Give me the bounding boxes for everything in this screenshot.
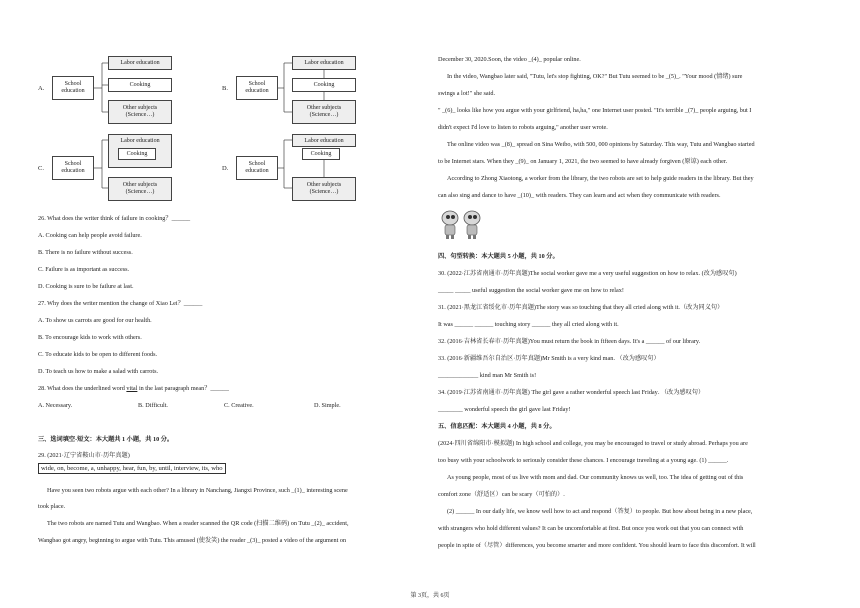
passage-line: too busy with your schoolwork to seriously consider these chances. I encourage traveling at a young age. (1) ______.: [438, 457, 729, 464]
word-bank: wide, on, become, a, unhappy, hear, fun, by, until, interview, its, who: [38, 463, 226, 474]
passage-line: with strangers who hold different values? It can be uncomfortable at first. But once you work out that you can connect with: [438, 525, 744, 532]
option-28b: B. Difficult.: [138, 402, 168, 409]
question-26: 26. What does the writer think of failure in cooking？______: [38, 215, 191, 222]
option-28a: A. Necessary.: [38, 402, 73, 409]
option-label: C.: [38, 165, 44, 172]
passage-line: Wangbao got angry, beginning to argue with Tutu. This amused (使发笑) the reader _(3)_ posted a video of the argument on: [38, 537, 347, 544]
other-subjects-box: Other subjects (Science…): [292, 177, 356, 201]
passage-line: According to Zhong Xiaotong, a worker from the library, the two robots are set to help guide readers in the library. But they: [447, 175, 754, 182]
option-27a: A. To show us carrots are good for our health.: [38, 317, 152, 324]
cooking-box: Cooking: [292, 78, 356, 92]
passage-line: didn't expect I'd love to listen to robots arguing," another user wrote.: [438, 124, 608, 131]
passage-line: (2) ______ In our daily life, we know well how to act and respond（答复）to people. But how about being in a new place,: [447, 508, 753, 515]
section-4-heading: 四、句型转换：本大题共 5 小题，共 10 分。: [438, 253, 559, 260]
labor-education-box: Labor education: [292, 56, 356, 70]
question-27: 27. Why does the writer mention the change of Xiao Lei？______: [38, 300, 203, 307]
answer-line-34: ________ wonderful speech the girl gave last Friday!: [438, 406, 571, 413]
labor-education-box: Labor education: [108, 56, 172, 70]
passage-line: can also sing and dance to have _(10)_ with readers. They can learn and act when they communicate with readers.: [438, 192, 721, 199]
passage-line: swings a lot!" she said.: [438, 90, 496, 97]
school-education-box: School education: [236, 76, 278, 100]
other-subjects-box: Other subjects (Science…): [292, 100, 356, 124]
option-label: A.: [38, 85, 45, 92]
option-label: D.: [222, 165, 229, 172]
question-32: 32. (2016·吉林省长春市·历年真题)You must return the book in fifteen days. It's a ______ of our library.: [438, 338, 701, 345]
passage-line: comfort zone（舒适区）can be scary（可怕的）.: [438, 491, 565, 498]
passage-line: took place.: [38, 503, 66, 510]
option-26b: B. There is no failure without success.: [38, 249, 133, 256]
question-29: 29. (2021·辽宁省鞍山市·历年真题): [38, 452, 130, 459]
passage-line: Have you seen two robots argue with each other? In a library in Nanchang, Jiangxi Province, such _(1)_ interesting scene: [47, 487, 348, 494]
passage-line: The online video was _(8)_ spread on Sina Weibo, with 500, 000 opinions by Saturday. This way, Tutu and Wangbao started: [447, 141, 755, 148]
option-27d: D. To teach us how to make a salad with carrots.: [38, 368, 159, 375]
school-education-box: School education: [52, 156, 94, 180]
answer-line-33: _____________ kind man Mr Smith is!: [438, 372, 537, 379]
option-26d: D. Cooking is sure to be failure at last.: [38, 283, 134, 290]
option-27b: B. To encourage kids to work with others.: [38, 334, 142, 341]
answer-line-31: It was ______ ______ touching story ______ they all cried along with it.: [438, 321, 619, 328]
option-26a: A. Cooking can help people avoid failure.: [38, 232, 142, 239]
passage-line: As young people, most of us live with mom and dad. Our community knows us well, too. The idea of getting out of this: [447, 474, 744, 481]
diagram-option-b: [222, 52, 412, 127]
diagram-option-a: [38, 52, 218, 127]
passage-line: people in spite of（尽管）differences, you become smarter and more confident. You should learn to face this discomfort. It will: [438, 542, 756, 549]
section-5-heading: 五、信息匹配：本大题共 4 小题，共 8 分。: [438, 423, 556, 430]
page-footer: 第 3页，共 6页: [410, 593, 450, 599]
answer-line-30: _____ _____ useful suggestion the social worker gave me on how to relax!: [438, 287, 624, 294]
option-28c: C. Creative.: [224, 402, 254, 409]
diagram-option-d: [222, 132, 412, 207]
other-subjects-box: Other subjects (Science…): [108, 177, 172, 201]
other-subjects-box: Other subjects (Science…): [108, 100, 172, 124]
question-30: 30. (2022·江苏省南通市·历年真题)The social worker gave me a very useful suggestion on how to relax. (改为感叹句): [438, 270, 737, 277]
cooking-box: Cooking: [118, 148, 156, 160]
school-education-box: School education: [236, 156, 278, 180]
robots-image: [438, 208, 486, 240]
passage-line: In the video, Wangbao later said, "Tutu, let's stop fighting, OK?" But Tutu seemed to be _(5)_. "Your mood (情绪) sure: [447, 73, 743, 80]
underlined-word: vital: [126, 385, 138, 392]
cooking-box: Cooking: [108, 78, 172, 92]
section-3-heading: 三、选词填空-短文：本大题共 1 小题，共 10 分。: [38, 436, 174, 443]
option-28d: D. Simple.: [314, 402, 341, 409]
diagram-option-c: [38, 132, 218, 207]
school-education-box: School education: [52, 76, 94, 100]
question-33: 33. (2016·新疆维吾尔自治区·历年真题)Mr Smith is a very kind man．（改为感叹句）: [438, 355, 660, 362]
passage-line: to be Internet stars. When they _(9)_ on January 1, 2021, the two seemed to have already forgiven (原谅) each other.: [438, 158, 728, 165]
passage-line: (2024·四川省绵阳市·模拟题) In high school and college, you may be encouraged to travel or study abroad. Perhaps you are: [438, 440, 748, 447]
option-26c: C. Failure is as important as success.: [38, 266, 130, 273]
question-28: 28. What does the underlined word vital in the last paragraph mean？______: [38, 385, 229, 392]
question-34: 34. (2019·江苏省南通市·历年真题) The girl gave a rather wonderful speech last Friday．（改为感叹句）: [438, 389, 705, 396]
passage-line: December 30, 2020.Soon, the video _(4)_ popular online.: [438, 56, 581, 63]
passage-line: The two robots are named Tutu and Wangbao. When a reader scanned the QR code (扫描二维码) on Tutu _(2)_ accident,: [47, 520, 349, 527]
labor-education-box: Labor education: [108, 134, 172, 168]
option-label: B.: [222, 85, 228, 92]
passage-line: " _(6)_ looks like how you argue with your girlfriend, ha,ha," one Internet user posted. "It's terrible _(7)_ people arguing, but I: [438, 107, 752, 114]
cooking-box: Cooking: [302, 148, 340, 160]
labor-education-box: Labor education: [292, 134, 356, 147]
option-27c: C. To educate kids to be open to different foods.: [38, 351, 158, 358]
question-31: 31. (2021·黑龙江省绥化市·历年真题)The story was so touching that they all cried along with it.（改为同义句）: [438, 304, 724, 311]
